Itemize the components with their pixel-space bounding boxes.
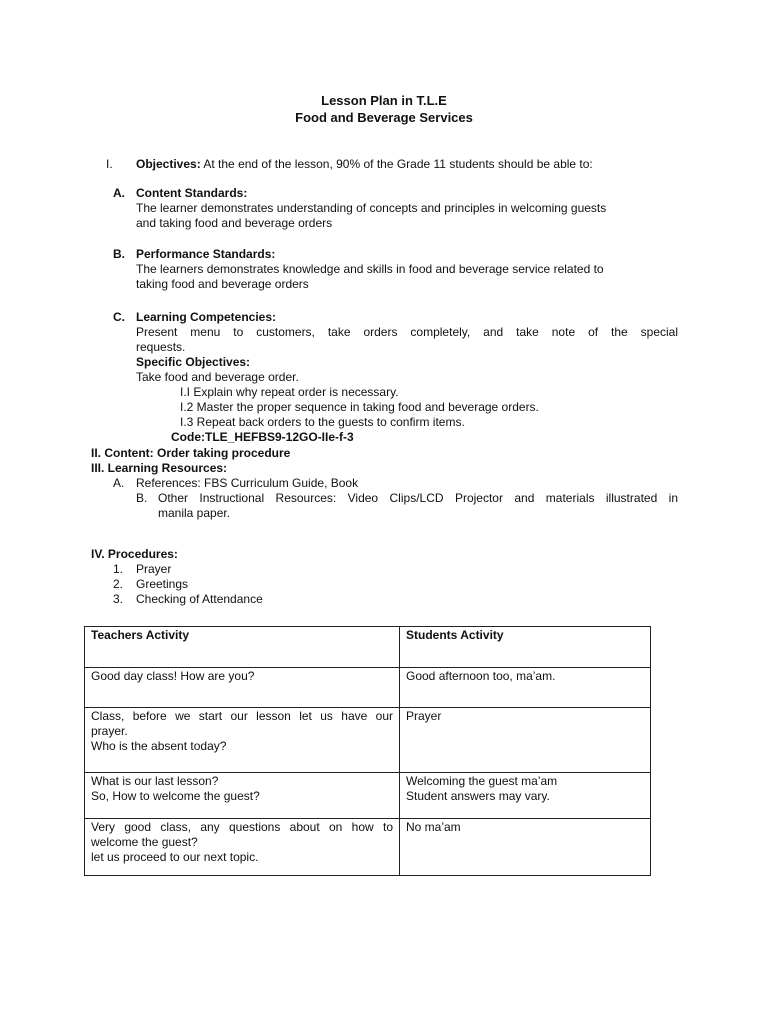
student-text: Welcoming the guest ma’am xyxy=(406,774,558,788)
specific-objective-item: I.2 Master the proper sequence in taking food and beverage orders. xyxy=(180,400,539,414)
teacher-text: So, How to welcome the guest? xyxy=(91,789,260,803)
content-standards-line1: The learner demonstrates understanding of concepts and principles in welcoming guests xyxy=(136,201,607,215)
procedure-number: 3. xyxy=(113,592,124,606)
procedure-item: Greetings xyxy=(136,577,189,591)
student-text: Student answers may vary. xyxy=(406,789,550,803)
table-header-row xyxy=(85,627,651,668)
student-cell xyxy=(400,773,651,819)
student-cell xyxy=(400,708,651,773)
teacher-cell xyxy=(85,668,400,708)
teacher-text: let us proceed to our next topic. xyxy=(91,850,259,864)
document-title: Lesson Plan in T.L.E xyxy=(321,93,447,108)
content-standards-marker: A. xyxy=(113,186,125,200)
procedure-item: Checking of Attendance xyxy=(136,592,263,606)
student-text: Good afternoon too, ma’am. xyxy=(406,669,556,683)
teacher-cell xyxy=(85,773,400,819)
procedure-item: Prayer xyxy=(136,562,172,576)
learning-resources-heading: III. Learning Resources: xyxy=(91,461,228,475)
resources-a-marker: A. xyxy=(113,476,125,490)
learning-competencies-label: Learning Competencies: xyxy=(136,310,277,324)
teacher-text: What is our last lesson? xyxy=(91,774,219,788)
table-row xyxy=(85,708,651,773)
objectives-line xyxy=(136,157,593,172)
teacher-text: Very good class, any questions about on how to xyxy=(91,820,393,834)
document-subtitle: Food and Beverage Services xyxy=(295,110,473,125)
resources-references: References: FBS Curriculum Guide, Book xyxy=(136,476,359,490)
teacher-cell xyxy=(85,819,400,876)
table-row xyxy=(85,773,651,819)
teacher-text: Good day class! How are you? xyxy=(91,669,255,683)
learning-competencies-marker: C. xyxy=(113,310,125,324)
competency-code: Code:TLE_HEFBS9-12GO-IIe-f-3 xyxy=(171,430,354,444)
content-standards-line2: and taking food and beverage orders xyxy=(136,216,333,230)
procedure-number: 2. xyxy=(113,577,124,591)
teacher-text: prayer. xyxy=(91,724,128,738)
teacher-text: welcome the guest? xyxy=(91,835,198,849)
resources-b-marker: B. xyxy=(136,491,148,505)
performance-standards-label: Performance Standards: xyxy=(136,247,276,261)
specific-objective-item: I.I Explain why repeat order is necessary. xyxy=(180,385,399,399)
performance-standards-marker: B. xyxy=(113,247,125,261)
header-teachers-activity: Teachers Activity xyxy=(85,627,400,668)
specific-objectives-intro: Take food and beverage order. xyxy=(136,370,299,384)
procedure-number: 1. xyxy=(113,562,124,576)
specific-objectives-label: Specific Objectives: xyxy=(136,355,251,369)
learning-competencies-line2: requests. xyxy=(136,340,186,354)
resources-other-line2: manila paper. xyxy=(158,506,231,520)
specific-objective-item: I.3 Repeat back orders to the guests to confirm items. xyxy=(180,415,465,429)
student-cell xyxy=(400,668,651,708)
student-text: Prayer xyxy=(406,709,442,723)
content-heading: II. Content: Order taking procedure xyxy=(91,446,291,460)
header-students-activity: Students Activity xyxy=(400,627,651,668)
student-cell xyxy=(400,819,651,876)
learning-competencies-line1: Present menu to customers, take orders completely, and take note of the special xyxy=(136,325,678,339)
teacher-text: Who is the absent today? xyxy=(91,739,227,753)
table-row xyxy=(85,668,651,708)
teacher-cell xyxy=(85,708,400,773)
content-standards-label: Content Standards: xyxy=(136,186,248,200)
performance-standards-line2: taking food and beverage orders xyxy=(136,277,309,291)
resources-other-line1: Other Instructional Resources: Video Clips/LCD Projector and materials illustrated in xyxy=(158,491,678,505)
objectives-text: At the end of the lesson, 90% of the Grade 11 students should be able to: xyxy=(203,157,593,171)
performance-standards-line1: The learners demonstrates knowledge and skills in food and beverage service related to xyxy=(136,262,604,276)
student-text: No ma’am xyxy=(406,820,461,834)
objectives-numeral: I. xyxy=(106,157,113,171)
procedures-heading: IV. Procedures: xyxy=(91,547,178,561)
objectives-label: Objectives: xyxy=(136,157,201,171)
table-row xyxy=(85,819,651,876)
teacher-text: Class, before we start our lesson let us have our xyxy=(91,709,393,723)
activity-table xyxy=(84,626,651,876)
